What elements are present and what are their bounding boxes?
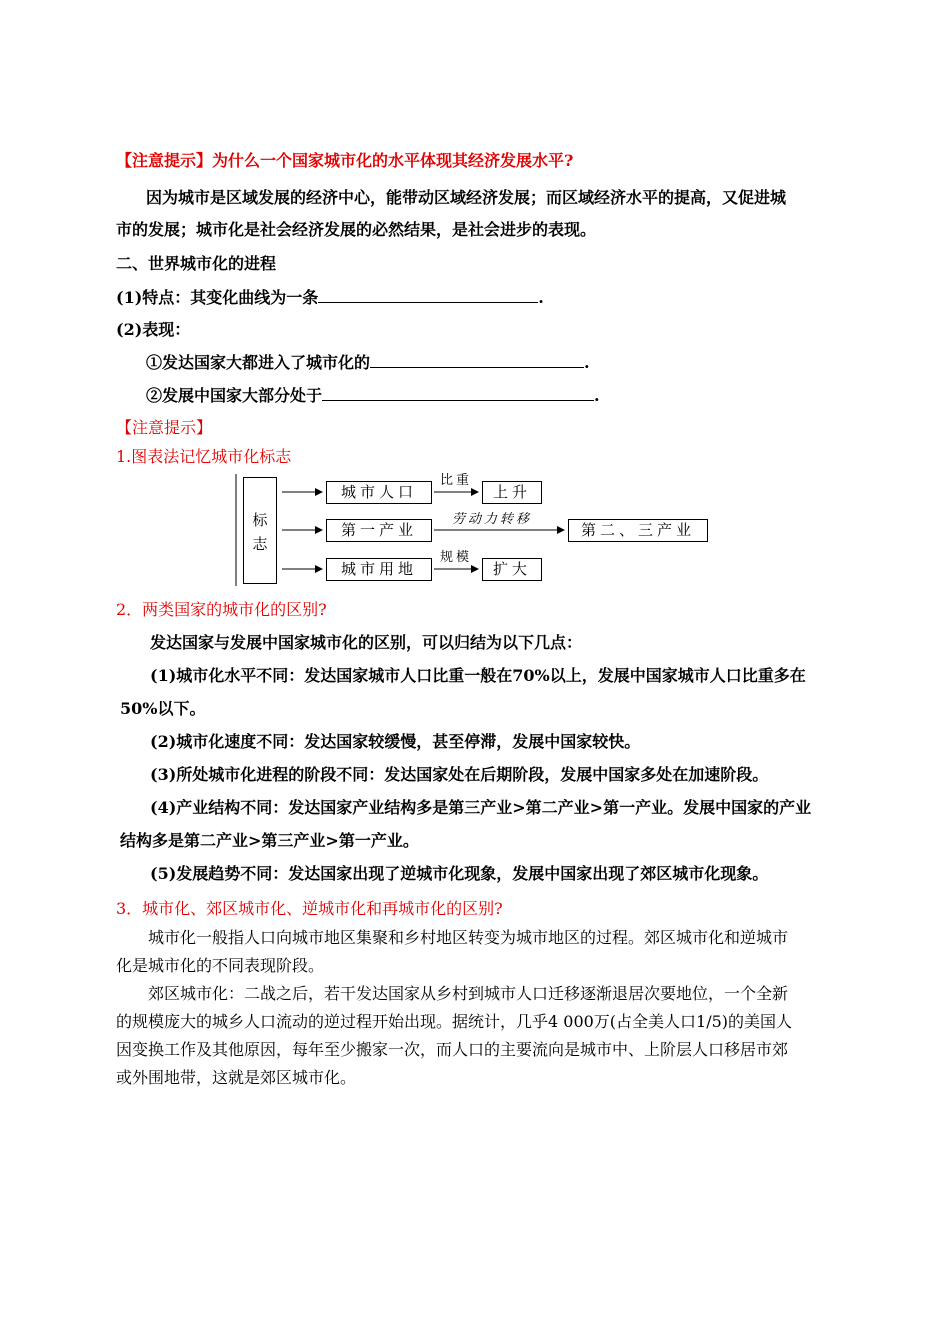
label-scale: 规模 <box>440 550 473 565</box>
diff-intro: 发达国家与发展中国家城市化的区别，可以归结为以下几点： <box>150 633 583 652</box>
diff-point5: (5)发展趋势不同：发达国家出现了逆城市化现象，发展中国家出现了郊区城市化现象。 <box>150 864 769 883</box>
item1-text: ①发达国家大都进入了城市化的 <box>146 353 371 372</box>
section3-line1: 城市化一般指人口向城市地区集聚和乡村地区转变为城市地区的过程。郊区城市化和逆城市 <box>148 928 789 947</box>
diff-title: 2．两类国家的城市化的区别? <box>116 600 327 619</box>
box-primary-industry: 第一产业 <box>326 519 432 542</box>
label-proportion: 比重 <box>440 473 473 488</box>
period: . <box>584 353 590 372</box>
diff-point4-line2: 结构多是第二产业>第三产业>第一产业。 <box>120 831 419 850</box>
box-urban-population: 城市人口 <box>326 481 432 504</box>
note2-subtitle: 1.图表法记忆城市化标志 <box>116 447 292 466</box>
box-rise: 上升 <box>482 481 542 504</box>
box-indicator-text: 标志 <box>252 511 268 553</box>
diff-point1-line1: (1)城市化水平不同：发达国家城市人口比重一般在70%以上，发展中国家城市人口比重多在 <box>150 666 806 685</box>
performance-label: (2)表现： <box>116 320 191 339</box>
section3-line3: 郊区城市化：二战之后，若干发达国家从乡村到城市人口迁移逐渐退居次要地位，一个全新 <box>148 984 789 1003</box>
box-expand: 扩大 <box>482 558 542 581</box>
box-secondary-tertiary-industry: 第二、三产业 <box>568 519 708 542</box>
item2-text: ②发展中国家大部分处于 <box>146 386 323 405</box>
diff-point3: (3)所处城市化进程的阶段不同：发达国家处在后期阶段，发展中国家多处在加速阶段。 <box>150 765 769 784</box>
section-heading: 二、世界城市化的进程 <box>116 254 277 273</box>
note1-para-line2: 市的发展；城市化是社会经济发展的必然结果，是社会进步的表现。 <box>116 220 597 239</box>
note2-title: 【注意提示】 <box>116 418 213 437</box>
diff-point1-line2: 50%以下。 <box>120 699 206 718</box>
diff-point4-line1: (4)产业结构不同：发达国家产业结构多是第三产业>第二产业>第一产业。发展中国家的产业 <box>150 798 812 817</box>
section3-line4: 的规模庞大的城乡人口流动的逆过程开始出现。据统计，几乎4 000万(占全美人口1/5)的美国人 <box>116 1012 793 1031</box>
section3-line6: 或外围地带，这就是郊区城市化。 <box>116 1068 357 1087</box>
section3-line5: 因变换工作及其他原因，每年至少搬家一次，而人口的主要流向是城市中、上阶层人口移居市郊 <box>116 1040 789 1059</box>
section3-title: 3．城市化、郊区城市化、逆城市化和再城市化的区别? <box>116 899 503 918</box>
note1-para-line1: 因为城市是区域发展的经济中心，能带动区域经济发展；而区域经济水平的提高，又促进城 <box>146 188 787 207</box>
feature-text: (1)特点：其变化曲线为一条 <box>116 288 319 307</box>
period: . <box>594 386 600 405</box>
diff-point2: (2)城市化速度不同：发达国家较缓慢，甚至停滞，发展中国家较快。 <box>150 732 641 751</box>
section3-line2: 化是城市化的不同表现阶段。 <box>116 956 325 975</box>
period: . <box>538 288 544 307</box>
box-urban-land: 城市用地 <box>326 558 432 581</box>
box-indicator <box>243 477 277 584</box>
label-labor-transfer: 劳动力转移 <box>452 512 533 527</box>
note1-title-text: 【注意提示】为什么一个国家城市化的水平体现其经济发展水平? <box>116 151 574 170</box>
